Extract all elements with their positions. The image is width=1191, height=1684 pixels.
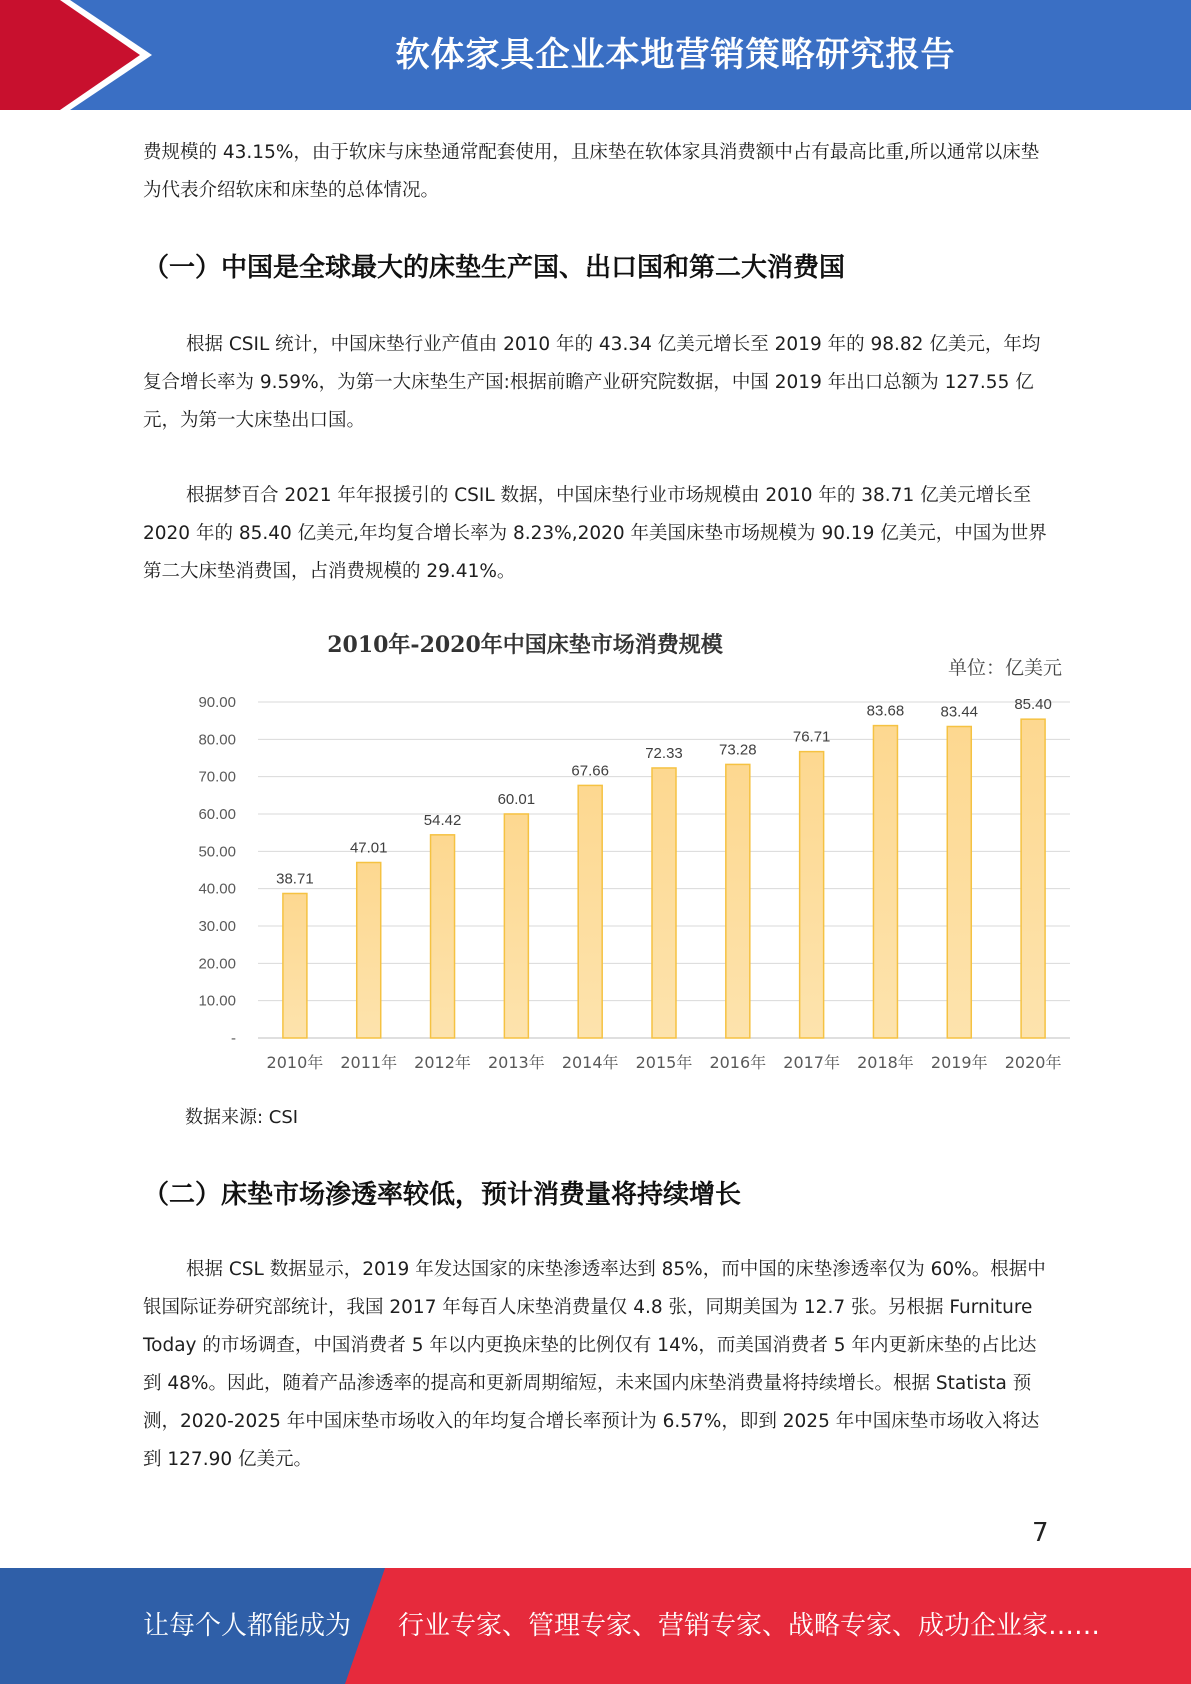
bar	[800, 752, 824, 1038]
bar-value-label: 60.01	[497, 790, 536, 808]
x-tick-label: 2020年	[1004, 1053, 1062, 1072]
bar-value-label: 54.42	[423, 811, 462, 829]
bar	[652, 768, 676, 1038]
y-tick-label: -	[231, 1030, 236, 1047]
bar	[726, 764, 750, 1038]
footer-slogan-right: 行业专家、管理专家、营销专家、战略专家、成功企业家……	[398, 1611, 1101, 1641]
x-tick-label: 2016年	[709, 1053, 767, 1072]
y-tick-label: 70.00	[198, 768, 236, 786]
y-tick-label: 20.00	[198, 955, 236, 973]
x-tick-label: 2011年	[340, 1053, 398, 1072]
footer-slogan-left: 让每个人都能成为	[143, 1611, 352, 1641]
data-source-note: 数据来源: CSI	[185, 1107, 299, 1128]
chart-unit-label: 单位：亿美元	[948, 657, 1063, 679]
y-tick-label: 80.00	[198, 731, 236, 749]
chart-canvas	[170, 630, 1085, 1080]
y-tick-label: 90.00	[198, 694, 236, 711]
y-tick-label: 10.00	[198, 992, 236, 1010]
bar	[873, 726, 897, 1038]
bar-value-label: 73.28	[719, 741, 757, 759]
x-tick-label: 2018年	[857, 1053, 914, 1072]
section-2-paragraph-1: 根据 CSL 数据显示，2019 年发达国家的床垫渗透率达到 85%，而中国的床垫渗透率仅为 60%。根据中银国际证券研究部统计，我国 2017 年每百人床垫消费量仅 4.8 张，同期美国为 12.7 张。另根据 Furniture Today 的市场调查，中国消费者 5 年以内更换床垫的比例仅有 14%，而美国消费者 5 年内更新床垫的占比达到 48%。因此，随着产品渗透率的提高和更新周期缩短，未来国内床垫消费量将持续增长。根据 Statista 预测，2020-2025 年中国床垫市场收入的年均复合增长率预计为 6.57%，即到 2025 年中国床垫市场收入将达到 127.90 亿美元。	[143, 1259, 1046, 1470]
bar-value-label: 38.71	[276, 870, 314, 888]
bar	[504, 814, 528, 1038]
bar-value-label: 83.68	[866, 702, 905, 720]
x-tick-label: 2015年	[635, 1053, 693, 1072]
x-tick-label: 2012年	[414, 1053, 471, 1072]
header-chevron-icon	[0, 0, 140, 110]
bar-value-label: 85.40	[1014, 696, 1052, 714]
section-2-heading: （二）床垫市场渗透率较低，预计消费量将持续增长	[143, 1180, 742, 1210]
x-tick-label: 2017年	[783, 1053, 841, 1072]
x-tick-label: 2014年	[561, 1053, 619, 1072]
bar	[431, 835, 455, 1038]
x-tick-label: 2010年	[266, 1053, 324, 1072]
bar	[357, 862, 381, 1038]
page-number: 7	[1032, 1518, 1049, 1548]
page-footer	[0, 1568, 1191, 1684]
bar	[1021, 719, 1045, 1038]
bar-value-label: 67.66	[571, 762, 609, 780]
y-tick-label: 40.00	[198, 880, 236, 898]
y-tick-label: 50.00	[198, 843, 236, 861]
bar-value-label: 76.71	[792, 728, 831, 746]
section-1-heading: （一）中国是全球最大的床垫生产国、出口国和第二大消费国	[143, 253, 846, 283]
bar-value-label: 47.01	[349, 839, 388, 857]
x-tick-label: 2019年	[930, 1053, 988, 1072]
y-tick-label: 30.00	[198, 918, 236, 935]
section-1-paragraph-2: 根据梦百合 2021 年年报援引的 CSIL 数据，中国床垫行业市场规模由 2010 年的 38.71 亿美元增长至 2020 年的 85.40 亿美元,年均复合增长率为 8.23%,2020 年美国床垫市场规模为 90.19 亿美元，中国为世界第二大床垫消费国，占消费规模的 29.41%。	[143, 485, 1047, 582]
bar-value-label: 72.33	[645, 744, 683, 762]
report-title: 软体家具企业本地营销策略研究报告	[395, 35, 956, 75]
x-tick-label: 2013年	[487, 1053, 545, 1072]
bar	[578, 785, 602, 1038]
chart-title: 2010年-2020年中国床垫市场消费规模	[327, 632, 723, 658]
bar-chart	[170, 630, 1085, 1080]
bar	[947, 726, 971, 1038]
bar-value-label: 83.44	[940, 703, 979, 721]
y-tick-label: 60.00	[198, 806, 236, 823]
bar	[283, 893, 307, 1038]
intro-paragraph: 费规模的 43.15%，由于软床与床垫通常配套使用，且床垫在软体家具消费额中占有最高比重,所以通常以床垫为代表介绍软床和床垫的总体情况。	[143, 142, 1040, 201]
section-1-paragraph-1: 根据 CSIL 统计，中国床垫行业产值由 2010 年的 43.34 亿美元增长至 2019 年的 98.82 亿美元，年均复合增长率为 9.59%，为第一大床垫生产国:根据前瞻产业研究院数据，中国 2019 年出口总额为 127.55 亿元，为第一大床垫出口国。	[143, 334, 1041, 431]
page-header	[0, 0, 1191, 110]
